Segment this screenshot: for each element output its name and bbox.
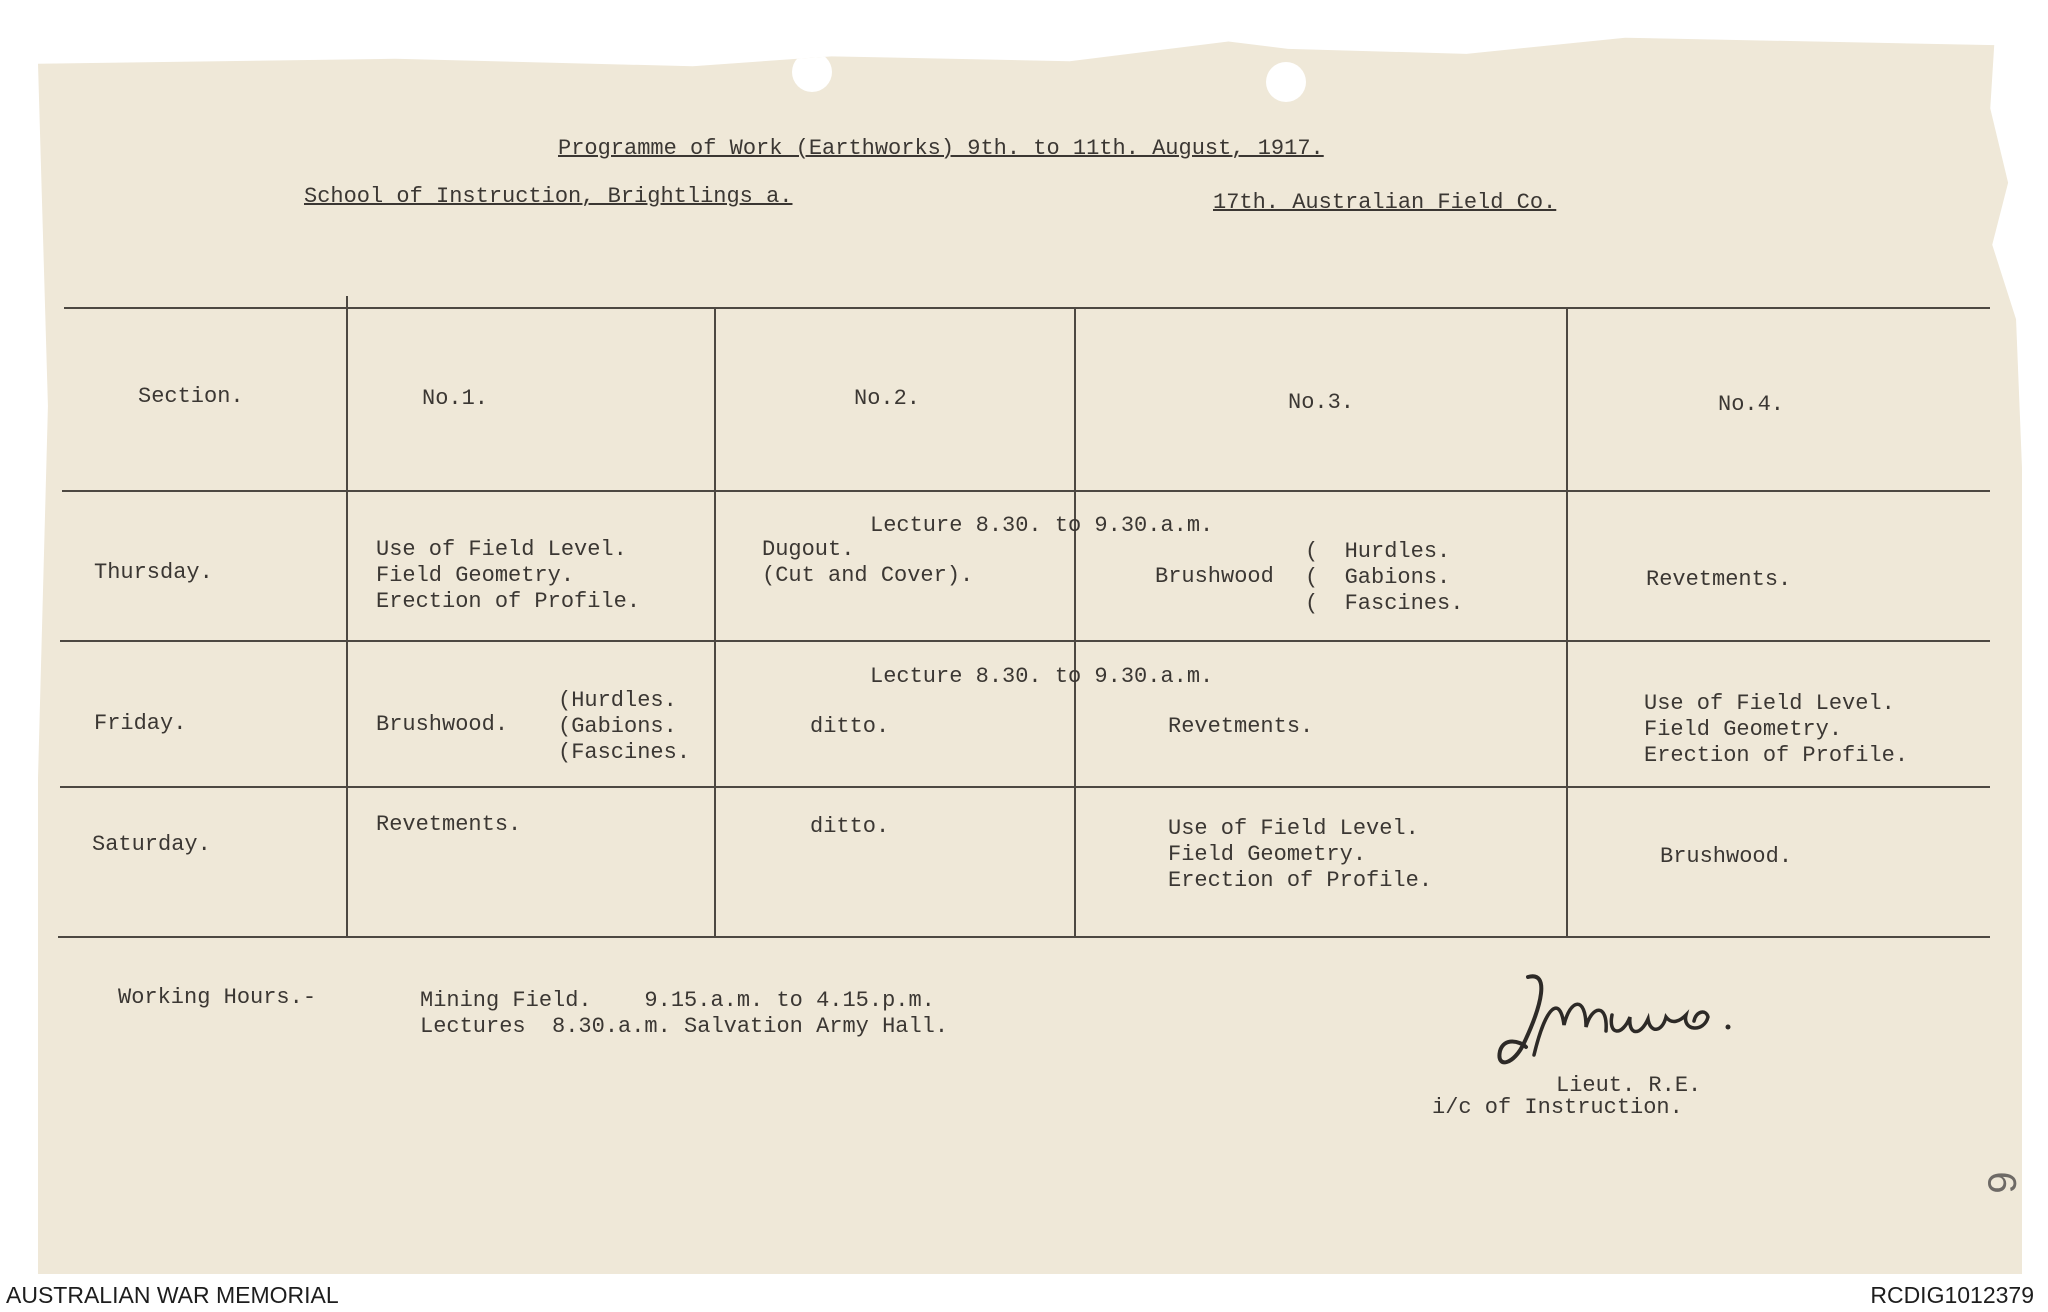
working-hours-line2: Lectures 8.30.a.m. Salvation Army Hall. [420,1014,949,1039]
cell-saturday-no3-line3: Erection of Profile. [1168,868,1433,893]
signatory-role: i/c of Instruction. [1432,1095,1683,1120]
page-number-mark: 6 [1979,1171,2024,1194]
cell-friday-no1-sub1: (Hurdles. [558,688,677,713]
cell-thursday-no3-sub2: ( Gabions. [1305,565,1451,590]
cell-saturday-no3-line2: Field Geometry. [1168,842,1367,867]
cell-friday-no1-sub3: (Fascines. [558,740,691,765]
header-no1: No.1. [422,386,489,411]
working-hours-line1: Mining Field. 9.15.a.m. to 4.15.p.m. [420,988,935,1013]
cell-friday-no4-line2: Field Geometry. [1644,717,1843,742]
unit-name: 17th. Australian Field Co. [1213,190,1557,215]
school-name: School of Instruction, Brightlings a. [304,184,793,209]
row-day-friday: Friday. [94,711,187,736]
table-col-rule-2 [714,308,716,938]
cell-saturday-no4: Brushwood. [1660,844,1793,869]
lecture-note-thursday: Lecture 8.30. to 9.30.a.m. [870,513,1214,538]
cell-saturday-no3-line1: Use of Field Level. [1168,816,1419,841]
lecture-note-friday: Lecture 8.30. to 9.30.a.m. [870,664,1214,689]
signatory-rank: Lieut. R.E. [1556,1073,1702,1098]
cell-friday-no4-line3: Erection of Profile. [1644,743,1909,768]
row-day-thursday: Thursday. [94,560,213,585]
cell-saturday-no1: Revetments. [376,812,522,837]
document-title: Programme of Work (Earthworks) 9th. to 11th. August, 1917. [558,136,1324,161]
document-sheet [38,34,2022,1274]
signature-mark [1490,965,1790,1085]
row-day-saturday: Saturday. [92,832,211,857]
working-hours-label: Working Hours.- [118,985,317,1010]
cell-saturday-no2: ditto. [810,814,890,839]
header-no2: No.2. [854,386,921,411]
cell-thursday-no1-line3: Erection of Profile. [376,589,641,614]
header-no3: No.3. [1288,390,1355,415]
cell-thursday-no2-line2: (Cut and Cover). [762,563,974,588]
cell-friday-no3: Revetments. [1168,714,1314,739]
punch-hole-right [1266,62,1306,102]
cell-thursday-no3-main: Brushwood [1155,564,1274,589]
table-rule-header [62,490,1990,492]
punch-hole-left [792,52,832,92]
table-rule-row2 [60,786,1990,788]
footer-source: AUSTRALIAN WAR MEMORIAL [6,1282,339,1308]
cell-thursday-no1-line2: Field Geometry. [376,563,575,588]
cell-friday-no1-main: Brushwood. [376,712,509,737]
cell-thursday-no2-line1: Dugout. [762,537,855,562]
table-rule-top [64,307,1990,309]
table-col-rule-4 [1566,308,1568,938]
table-rule-bottom [58,936,1990,938]
cell-friday-no4-line1: Use of Field Level. [1644,691,1895,716]
table-col-rule-3 [1074,308,1076,938]
cell-thursday-no3-sub1: ( Hurdles. [1305,539,1451,564]
cell-thursday-no4: Revetments. [1646,567,1792,592]
header-no4: No.4. [1718,392,1785,417]
cell-thursday-no1-line1: Use of Field Level. [376,537,627,562]
table-col-rule-1 [346,296,348,936]
cell-friday-no2: ditto. [810,714,890,739]
footer-id: RCDIG1012379 [1870,1282,2034,1308]
table-rule-row1 [60,640,1990,642]
header-section: Section. [138,384,244,409]
cell-friday-no1-sub2: (Gabions. [558,714,677,739]
cell-thursday-no3-sub3: ( Fascines. [1305,591,1464,616]
